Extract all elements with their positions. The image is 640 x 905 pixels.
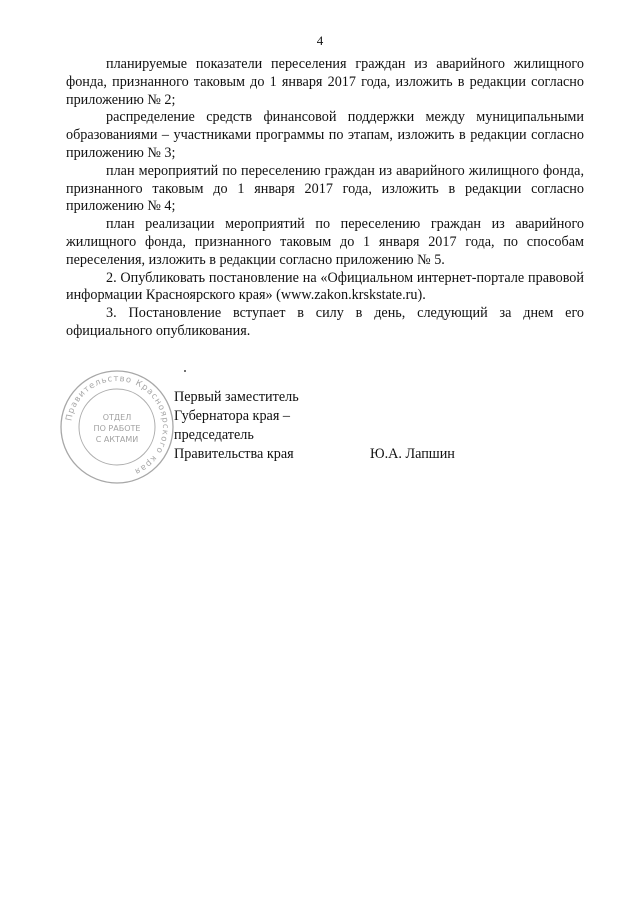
paragraph-appendix-5: план реализации мероприятий по переселению граждан из аварийного жилищного фонда, признанного таковым до 1 января 2017 года, по способам переселения, изложить в редакции согласно приложению № 5.	[66, 216, 584, 268]
signer-position-line-4: Правительства края	[174, 446, 294, 462]
stamp-center-line-3: С АКТАМИ	[95, 435, 139, 444]
paragraph-appendix-2: планируемые показатели переселения граждан из аварийного жилищного фонда, признанного таковым до 1 января 2017 года, изложить в редакции согласно приложению № 2;	[66, 56, 584, 108]
signature-block	[174, 388, 299, 464]
page-number: 4	[316, 33, 324, 48]
ink-dot	[184, 370, 186, 372]
paragraph-appendix-3: распределение средств финансовой поддержки между муниципальными образованиями – участниками программы по этапам, изложить в редакции согласно приложению № 3;	[66, 109, 584, 161]
signer-position-line-1: Первый заместитель	[174, 389, 299, 405]
document-body	[66, 56, 584, 341]
paragraph-appendix-4: план мероприятий по переселению граждан из аварийного жилищного фонда, признанного таковым до 1 января 2017 года, изложить в редакции согласно приложению № 4;	[66, 162, 584, 215]
signer-name: Ю.А. Лапшин	[370, 446, 455, 462]
signer-position-line-3: председатель	[174, 427, 254, 443]
paragraph-entry-into-force: 3. Постановление вступает в силу в день, следующий за днем его официального опубликования.	[66, 305, 584, 339]
official-stamp	[58, 368, 176, 486]
stamp-ring-text: Правительство Красноярского края	[64, 373, 171, 477]
stamp-center-line-2: ПО РАБОТЕ	[93, 424, 141, 433]
paragraph-publication: 2. Опубликовать постановление на «Официальном интернет-портале правовой информации Красноярского края» (www.zakon.krskstate.ru).	[66, 269, 584, 304]
signer-position-line-2: Губернатора края –	[174, 408, 291, 424]
stamp-center-line-1: ОТДЕЛ	[102, 413, 132, 422]
